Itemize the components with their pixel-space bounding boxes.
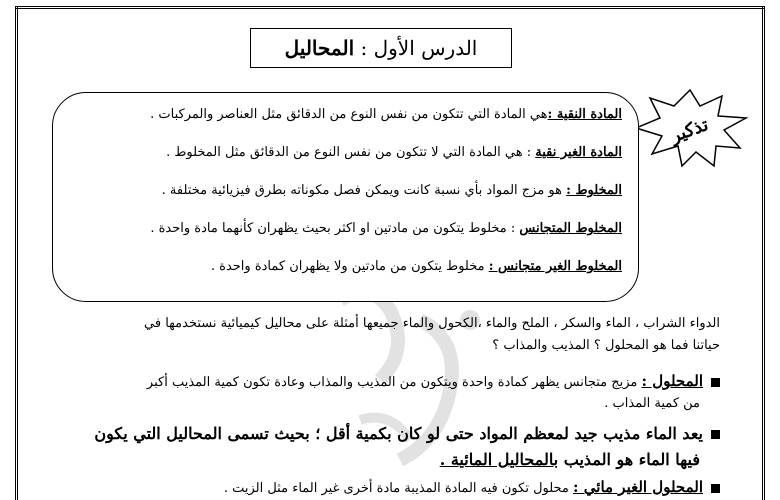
water-line-1: يعد الماء مذيب جيد لمعظم المواد حتى لو كان بكمية أقل ؛ بحيث تسمى المحاليل التي يكون	[94, 424, 703, 443]
definition-text: : هي المادة التي لا تتكون من نفس النوع من الدقائق مثل المخلوط .	[166, 145, 536, 160]
solution-text: مزيج متجانس يظهر كمادة واحدة ويتكون من المذيب والمذاب وعادة تكون كمية المذيب أكبر	[146, 375, 642, 390]
water-line-2	[440, 450, 700, 469]
bullet-solution	[147, 372, 720, 390]
reminder-box	[52, 92, 639, 302]
definition-term: المخلوط :	[566, 183, 622, 198]
page-border-right	[762, 6, 765, 500]
definition-term: المخلوط المتجانس	[519, 221, 622, 236]
water-line-2a: فيها الماء هو المذيب	[558, 450, 700, 469]
definition-text: هي المادة التي تتكون من نفس النوع من الدقائق مثل العناصر والمركبات .	[150, 107, 548, 122]
nonaqueous-term: المحلول الغير مائي :	[573, 478, 703, 496]
lesson-title-topic: المحاليل	[284, 36, 355, 60]
bullet-square-icon	[711, 378, 720, 387]
bullet-water-solvent	[94, 424, 720, 443]
bullet-nonaqueous	[224, 478, 720, 496]
definition-term: المادة الغير نقية	[535, 145, 622, 160]
definition-impure-substance	[166, 145, 622, 160]
solution-text-continued: من كمية المذاب .	[604, 396, 700, 411]
lesson-title	[250, 28, 512, 68]
nonaqueous-text: محلول تكون فيه المادة المذيبة مادة أخرى غير الماء مثل الزيت .	[223, 481, 574, 496]
water-line-2b: بالمحاليل المائية .	[439, 450, 559, 469]
solution-term: المحلول :	[641, 372, 703, 390]
bullet-square-icon	[711, 484, 720, 493]
bullet-square-icon	[711, 430, 720, 439]
lesson-title-prefix: الدرس الأول :	[360, 36, 478, 60]
definition-term: المخلوط الغير متجانس :	[488, 259, 622, 274]
definition-homogeneous-mixture	[150, 221, 622, 236]
definition-text: هو مزج المواد بأي نسبة كانت ويمكن فصل مكوناته بطرق فيزيائية مختلفة .	[161, 183, 567, 198]
intro-line-1: الدواء الشراب ، الماء والسكر ، الملح والماء ،الكحول والماء جميعها أمثلة على محاليل كيميائية نستخدمها في	[144, 316, 720, 331]
reminder-badge-label: تذكير	[667, 114, 712, 148]
definition-pure-substance	[150, 107, 622, 122]
definition-text: مخلوط يتكون من مادتين ولا يظهران كمادة واحدة .	[210, 259, 489, 274]
intro-line-2: حياتنا فما هو المحلول ؟ المذيب والمذاب ؟	[492, 338, 720, 353]
definition-mixture	[162, 183, 622, 198]
definition-term: المادة النقية :	[547, 107, 622, 122]
definition-heterogeneous-mixture	[211, 259, 622, 274]
page-border-left	[15, 6, 18, 500]
definition-text: : مخلوط يتكون من مادتين او اكثر بحيث يظهران كأنهما مادة واحدة .	[150, 221, 520, 236]
page-border-top	[15, 6, 765, 9]
reminder-star-badge	[630, 88, 750, 168]
